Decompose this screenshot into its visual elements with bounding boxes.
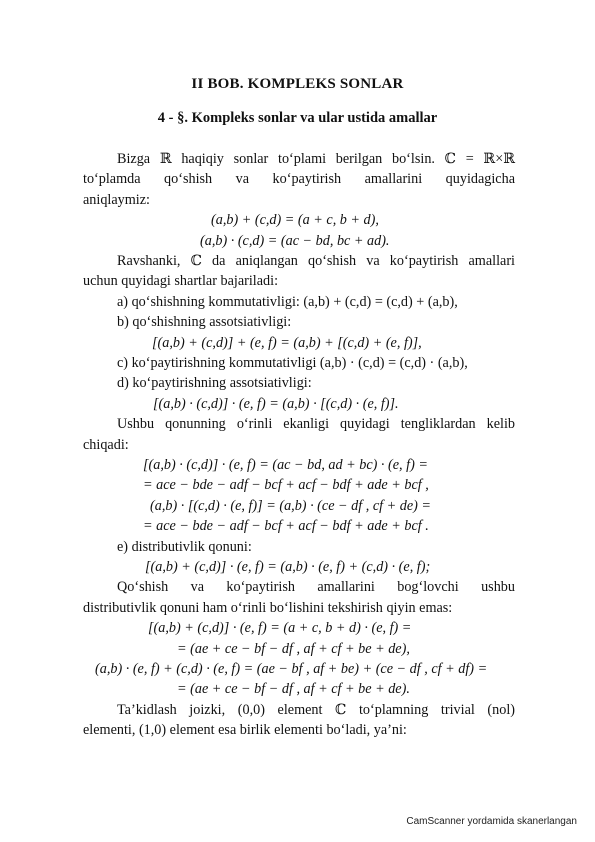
text-line: d) ko‘paytirishning assotsiativligi: bbox=[117, 375, 312, 392]
formula-line: (a,b) · [(c,d) · (e, f)] = (a,b) · (ce − df , cf + de) = bbox=[150, 497, 431, 514]
text-line: Ushbu qonunning o‘rinli ekanligi quyidagi tengliklardan kelib bbox=[117, 416, 515, 433]
scanner-watermark: CamScanner yordamida skanerlangan bbox=[406, 816, 577, 827]
formula-line: = (ae + ce − bf − df , af + cf + be + de), bbox=[177, 640, 410, 657]
text-line: Ta’kidlash joizki, (0,0) element ℂ to‘plamning trivial (nol) bbox=[117, 701, 515, 718]
chapter-title: II BOB. KOMPLEKS SONLAR bbox=[191, 76, 404, 92]
formula-line: (a,b) · (c,d) = (ac − bd, bc + ad). bbox=[200, 232, 390, 249]
text-line: distributivlik qonuni ham o‘rinli bo‘lishini tekshirish qiyin emas: bbox=[83, 599, 453, 616]
formula-line: = ace − bde − adf − bcf + acf − bdf + ade + bcf . bbox=[143, 518, 429, 535]
formula-line: [(a,b) · (c,d)] · (e, f) = (a,b) · [(c,d) · (e, f)]. bbox=[153, 395, 399, 412]
formula-line: (a,b) + (c,d) = (a + c, b + d), bbox=[211, 212, 379, 229]
text-line: chiqadi: bbox=[83, 436, 129, 453]
text-line: e) distributivlik qonuni: bbox=[117, 538, 252, 555]
text-line: c) ko‘paytirishning kommutativligi (a,b) · (c,d) = (c,d) · (a,b), bbox=[117, 355, 468, 371]
text-line: Ravshanki, ℂ da aniqlangan qo‘shish va ko‘paytirish amallari bbox=[117, 253, 515, 269]
formula-line: (a,b) · (e, f) + (c,d) · (e, f) = (ae − bf , af + be) + (ce − df , cf + df) = bbox=[95, 661, 488, 677]
text-line: aniqlaymiz: bbox=[83, 191, 150, 208]
text-line: uchun quyidagi shartlar bajariladi: bbox=[83, 273, 279, 290]
formula-line: = (ae + ce − bf − df , af + cf + be + de). bbox=[177, 681, 410, 698]
formula-line: [(a,b) · (c,d)] · (e, f) = (ac − bd, ad + bc) · (e, f) = bbox=[143, 457, 428, 473]
text-line: Qo‘shish va ko‘paytirish amallarini bog‘lovchi ushbu bbox=[117, 579, 515, 596]
text-line: to‘plamda qo‘shish va ko‘paytirish amallarini quyidagicha bbox=[83, 171, 515, 188]
section-title: 4 - §. Kompleks sonlar va ular ustida amallar bbox=[157, 110, 438, 126]
text-line: Bizga ℝ haqiqiy sonlar to‘plami berilgan bo‘lsin. ℂ = ℝ×ℝ bbox=[117, 151, 515, 167]
formula-line: = ace − bde − adf − bcf + acf − bdf + ade + bcf , bbox=[143, 477, 429, 494]
text-line: a) qo‘shishning kommutativligi: (a,b) + (c,d) = (c,d) + (a,b), bbox=[117, 293, 458, 310]
formula-line: [(a,b) + (c,d)] + (e, f) = (a,b) + [(c,d) + (e, f)], bbox=[152, 334, 422, 351]
formula-line: [(a,b) + (c,d)] · (e, f) = (a,b) · (e, f) + (c,d) · (e, f); bbox=[145, 559, 431, 575]
formula-line: [(a,b) + (c,d)] · (e, f) = (a + c, b + d) · (e, f) = bbox=[148, 620, 412, 637]
text-line: elementi, (1,0) element esa birlik elementi bo‘ladi, ya’ni: bbox=[83, 722, 407, 739]
text-line: b) qo‘shishning assotsiativligi: bbox=[117, 314, 292, 331]
